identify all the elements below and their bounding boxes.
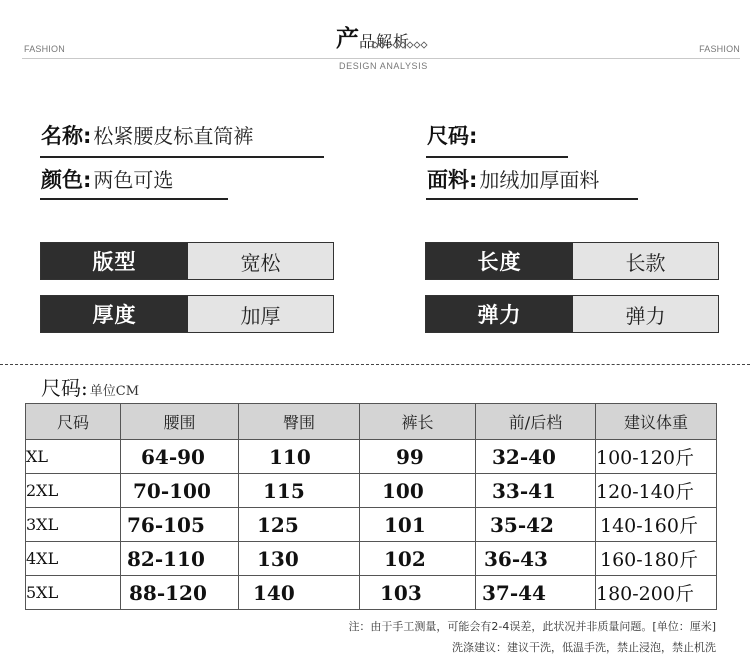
cell-hip: 115	[239, 474, 360, 508]
product-name-value: 松紧腰皮标直筒裤	[93, 124, 254, 148]
header-hip: 臀围	[239, 404, 360, 440]
cell-waist: 64-90	[121, 440, 239, 474]
fabric-underline	[426, 198, 638, 200]
cell-pants-length: 102	[360, 542, 476, 576]
cell-rise: 35-42	[476, 508, 596, 542]
cell-weight: 140-160斤	[596, 508, 717, 542]
thickness-attribute	[40, 295, 334, 333]
cell-waist: 88-120	[121, 576, 239, 610]
color-underline	[40, 198, 228, 200]
fit-value: 宽松	[188, 243, 333, 279]
product-name-label: 名称:	[41, 124, 92, 148]
table-row	[26, 508, 717, 542]
cell-rise: 33-41	[476, 474, 596, 508]
length-attribute	[425, 242, 719, 280]
measurement-note: 注：由于手工测量，可能会有2-4误差，此状况并非质量问题。[单位：厘米]	[348, 620, 716, 633]
product-name-field	[41, 120, 253, 150]
cell-pants-length: 100	[360, 474, 476, 508]
size-chart-table	[25, 403, 717, 610]
cell-pants-length: 101	[360, 508, 476, 542]
fit-attribute	[40, 242, 334, 280]
product-name-underline	[40, 156, 324, 158]
cell-weight: 120-140斤	[596, 474, 717, 508]
cell-weight: 180-200斤	[596, 576, 717, 610]
cell-size: XL	[26, 440, 121, 474]
cell-rise: 32-40	[476, 440, 596, 474]
header-pants-length: 裤长	[360, 404, 476, 440]
header-size: 尺码	[26, 404, 121, 440]
size-chart-title-text: 尺码:	[41, 376, 88, 400]
cell-rise: 36-43	[476, 542, 596, 576]
size-chart-title	[41, 372, 139, 401]
cell-pants-length: 103	[360, 576, 476, 610]
cell-size: 5XL	[26, 576, 121, 610]
table-row	[26, 474, 717, 508]
section-title-first-char: 产	[336, 26, 359, 52]
thickness-value: 加厚	[188, 296, 333, 332]
fabric-value: 加绒加厚面料	[479, 168, 600, 192]
table-header-row	[26, 404, 717, 440]
length-key: 长度	[426, 243, 573, 279]
size-underline	[426, 156, 568, 158]
cell-hip: 110	[239, 440, 360, 474]
cell-pants-length: 99	[360, 440, 476, 474]
thickness-key: 厚度	[41, 296, 188, 332]
header-rise: 前/后档	[476, 404, 596, 440]
color-label: 颜色:	[41, 168, 92, 192]
fit-key: 版型	[41, 243, 188, 279]
cell-hip: 125	[239, 508, 360, 542]
cell-waist: 76-105	[121, 508, 239, 542]
stretch-attribute	[425, 295, 719, 333]
section-title-rest: 品解析	[359, 32, 411, 51]
section-dashed-divider	[0, 364, 750, 365]
washing-note: 洗涤建议：建议干洗，低温手洗，禁止浸泡，禁止机洗	[452, 641, 716, 654]
fabric-label: 面料:	[427, 168, 478, 192]
size-label: 尺码:	[427, 124, 478, 148]
stretch-value: 弹力	[573, 296, 718, 332]
color-value: 两色可选	[93, 168, 174, 192]
cell-hip: 130	[239, 542, 360, 576]
fashion-left-label: FASHION	[24, 44, 65, 54]
size-chart-unit: 单位CM	[89, 384, 140, 399]
cell-size: 2XL	[26, 474, 121, 508]
fashion-right-label: FASHION	[699, 44, 740, 54]
table-row	[26, 576, 717, 610]
length-value: 长款	[573, 243, 718, 279]
cell-weight: 100-120斤	[596, 440, 717, 474]
stretch-key: 弹力	[426, 296, 573, 332]
table-row	[26, 542, 717, 576]
cell-size: 3XL	[26, 508, 121, 542]
color-field	[41, 164, 173, 194]
fabric-field	[427, 164, 599, 194]
cell-weight: 160-180斤	[596, 542, 717, 576]
cell-waist: 70-100	[121, 474, 239, 508]
cell-hip: 140	[239, 576, 360, 610]
table-row	[26, 440, 717, 474]
size-field	[427, 120, 479, 150]
header-divider	[22, 58, 740, 59]
header-weight: 建议体重	[596, 404, 717, 440]
cell-waist: 82-110	[121, 542, 239, 576]
header-waist: 腰围	[121, 404, 239, 440]
cell-rise: 37-44	[476, 576, 596, 610]
diamond-ornament-icon	[370, 41, 432, 49]
section-subtitle: DESIGN ANALYSIS	[339, 61, 428, 71]
cell-size: 4XL	[26, 542, 121, 576]
